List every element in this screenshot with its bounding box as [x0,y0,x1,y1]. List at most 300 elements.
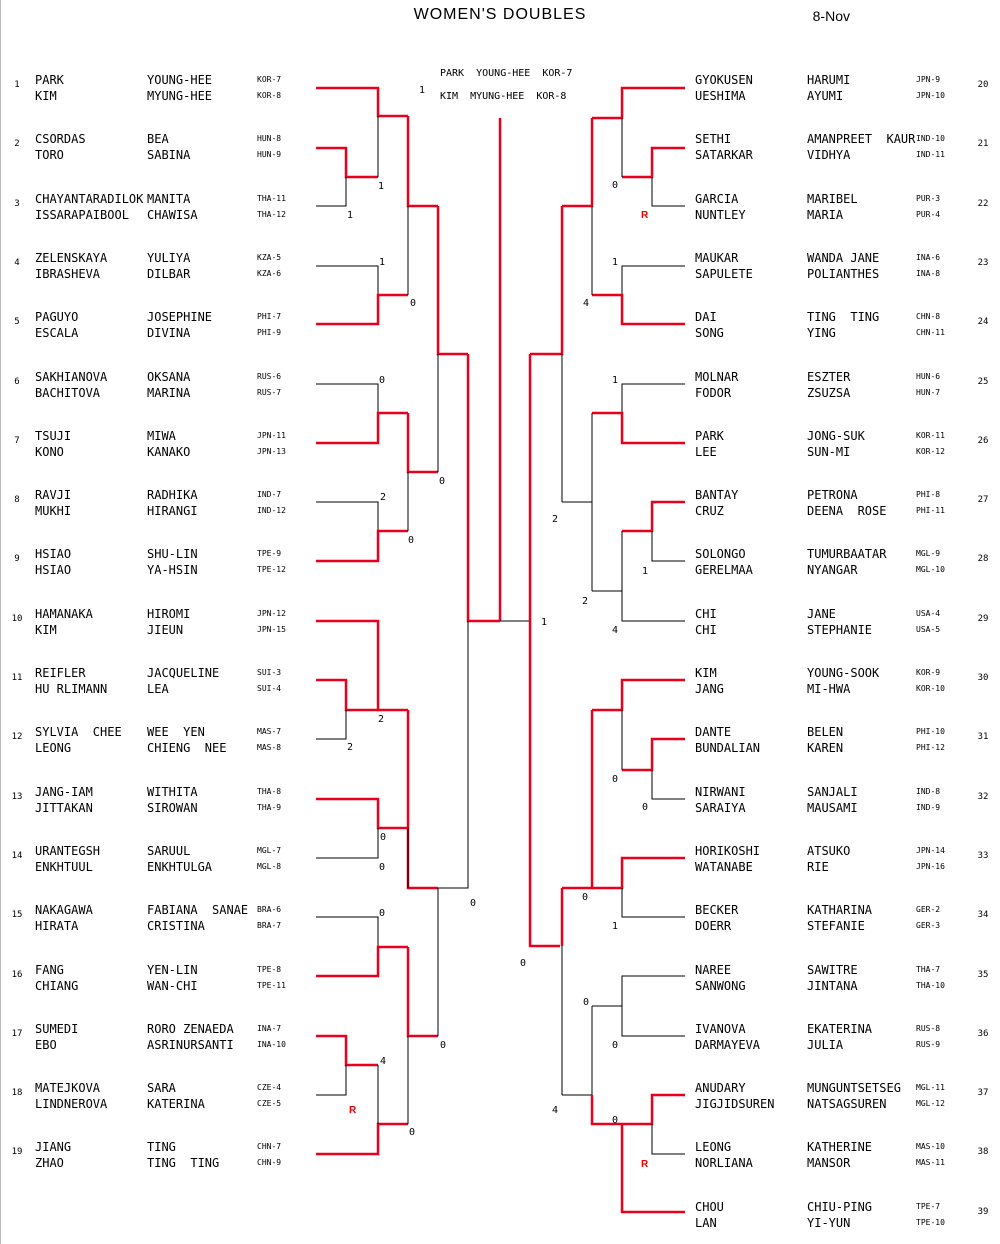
player-given-name: SARA [147,1081,176,1096]
winner-path-line [408,116,438,206]
player-code: PHI-8 [916,490,941,500]
player-given-name: YOUNG-HEE [147,73,213,87]
draw-number: 23 [977,257,989,268]
draw-number: 6 [14,376,20,387]
player-code: CHN-9 [257,1158,282,1168]
winner-path-line [530,206,562,354]
player-code: KZA-6 [257,268,282,278]
player-code: THA-8 [257,786,282,796]
player-code: PHI-7 [257,312,282,322]
winner-path-line [592,88,685,118]
player-given-name: OKSANA [147,369,191,384]
player-code: MAS-10 [916,1142,945,1152]
winner-path-line [438,206,468,354]
draw-number: 38 [977,1147,989,1158]
player-surname: TORO [35,148,64,163]
winner-path-line [316,531,408,561]
draw-number: 33 [977,850,989,861]
draw-number: 10 [11,613,23,624]
winner-path-line [316,413,408,443]
player-surname: FODOR [695,385,732,400]
player-surname: BANTAY [695,488,739,503]
player-surname: LEE [695,444,717,459]
winner-path-line [408,413,438,472]
player-surname: MAUKAR [695,250,739,265]
winner-path-line [316,621,408,710]
draw-number: 30 [977,673,989,683]
player-given-name: JINTANA [807,978,858,993]
player-surname: DOERR [695,919,732,934]
player-surname: KIM [35,622,57,637]
player-code: KZA-5 [257,252,282,262]
player-given-name: WAN-CHI [147,978,198,993]
player-given-name: MYUNG-HEE [147,89,213,103]
player-surname: LAN [695,1215,717,1230]
bracket-line [652,531,685,561]
player-given-name: VIDHYA [807,148,851,163]
player-given-name: AMANPREET KAUR [807,132,916,147]
player-given-name: CRISTINA [147,919,205,934]
player-code: KOR-9 [916,668,941,677]
player-surname: UESHIMA [695,89,746,103]
match-score: 0 [380,832,387,843]
player-surname: BECKER [695,903,739,918]
bracket-line [652,770,685,799]
player-code: IND-7 [257,490,282,500]
player-surname: WATANABE [695,859,753,874]
player-code: RUS-6 [257,371,282,381]
player-surname: SANWONG [695,978,746,993]
match-score: 0 [410,298,417,309]
player-surname: SAKHIANOVA [35,369,108,384]
player-code: THA-9 [257,802,282,812]
player-given-name: PETRONA [807,488,858,503]
player-given-name: MIWA [147,428,176,443]
match-score: 1 [419,85,426,96]
draw-number: 27 [977,495,989,506]
player-code: INA-8 [916,268,941,278]
player-surname: JITTAKAN [35,800,93,815]
match-score: 1 [541,617,548,628]
player-given-name: POLIANTHES [807,266,880,281]
retired-mark: R [641,210,649,221]
player-given-name: WEE YEN [147,725,205,740]
bracket-line [652,177,685,206]
player-surname: MUKHI [35,504,72,519]
match-score: 0 [612,774,619,785]
draw-number: 13 [11,791,23,802]
player-surname: SARAIYA [695,800,746,815]
player-surname: SETHI [695,132,732,147]
draw-number: 34 [977,910,989,921]
player-surname: CHI [695,622,717,637]
draw-number: 24 [977,317,989,328]
player-code: THA-10 [916,980,945,990]
player-surname: MOLNAR [695,369,739,384]
player-given-name: JOSEPHINE [147,310,213,325]
bracket-line [592,384,685,413]
player-code: GER-3 [916,921,941,931]
match-score: 2 [582,596,589,607]
player-given-name: CHIENG NEE [147,741,227,756]
player-code: THA-12 [257,209,286,219]
match-score: 0 [642,802,649,813]
winner-path-line [408,947,438,1036]
winner-path-line [622,1095,685,1124]
winner-path-line [316,295,408,324]
draw-number: 2 [14,139,20,150]
player-code: MGL-12 [916,1099,945,1109]
winner-path-line [316,148,378,177]
match-score: 0 [379,862,386,873]
player-given-name: ENKHTULGA [147,859,213,874]
player-surname: NAREE [695,962,732,977]
player-surname: GYOKUSEN [695,73,753,87]
player-given-name: EKATERINA [807,1021,873,1036]
player-code: JPN-9 [916,75,941,84]
player-given-name: ZSUZSA [807,385,851,400]
player-code: RUS-8 [916,1023,941,1033]
bracket-line [562,1006,592,1095]
player-surname: IVANOVA [695,1021,746,1036]
player-code: TPE-11 [257,980,286,990]
player-code: MGL-11 [916,1083,945,1093]
draw-number: 15 [11,910,23,921]
player-code: JPN-14 [916,845,945,855]
winner-path-line [316,799,408,828]
player-surname: NORLIANA [695,1156,753,1171]
player-surname: KONO [35,444,64,459]
player-code: JPN-10 [916,91,945,100]
player-surname: BUNDALIAN [695,741,761,756]
player-given-name: MARINA [147,385,191,400]
match-score: 1 [378,181,385,192]
player-given-name: WANDA JANE [807,250,880,265]
player-code: KOR-12 [916,446,945,456]
draw-number: 14 [11,850,23,861]
player-surname: SATARKAR [695,148,753,163]
player-surname: IBRASHEVA [35,266,101,281]
player-code: JPN-15 [257,624,286,634]
winner-path-line [316,88,408,116]
match-score: 0 [408,535,415,546]
player-code: IND-12 [257,506,286,516]
player-surname: SUMEDI [35,1021,79,1036]
bracket-line [316,828,378,858]
champion-line-2: KIM MYUNG-HEE KOR-8 [440,91,567,102]
player-given-name: DILBAR [147,266,191,281]
player-code: MAS-8 [257,743,282,753]
player-code: BRA-6 [257,905,282,915]
draw-number: 7 [14,435,20,446]
match-score: 2 [380,492,387,503]
event-date: 8-Nov [812,8,850,24]
player-given-name: FABIANA SANAE [147,903,249,918]
winner-path-line [622,148,685,177]
player-surname: HAMANAKA [35,606,93,621]
player-code: PUR-4 [916,209,941,219]
player-given-name: SABINA [147,148,191,163]
bracket-line [316,384,408,413]
match-score: 4 [612,625,619,636]
player-given-name: DIVINA [147,326,191,341]
player-given-name: STEFANIE [807,919,865,934]
bracket-line [622,1006,685,1036]
player-surname: NUNTLEY [695,207,746,222]
player-code: MAS-7 [257,727,282,737]
player-code: PHI-10 [916,727,945,737]
player-given-name: SARUUL [147,843,191,858]
winner-path-line [562,118,592,206]
match-score: 0 [379,375,386,386]
player-given-name: MANITA [147,191,191,206]
player-surname: ISSARAPAIBOOL [35,207,129,222]
player-surname: HSIAO [35,563,72,578]
player-given-name: RADHIKA [147,488,198,503]
player-surname: JIGJIDSUREN [695,1097,775,1112]
player-code: KOR-8 [257,91,282,100]
player-given-name: ATSUKO [807,843,851,858]
player-code: MGL-9 [916,549,941,559]
player-surname: CHI [695,606,717,621]
bracket-line [562,413,592,502]
player-code: CHN-7 [257,1142,282,1152]
player-given-name: LEA [147,682,169,696]
player-surname: CHAYANTARADILOK [35,191,144,206]
bracket-line [316,177,346,206]
player-code: CZE-4 [257,1083,282,1093]
player-surname: SYLVIA CHEE [35,725,122,740]
bracket-line [622,888,685,917]
player-surname: RAVJI [35,488,72,503]
match-score: 0 [440,1040,447,1051]
player-given-name: HIROMI [147,606,191,621]
player-given-name: HIRANGI [147,504,198,519]
player-code: JPN-12 [257,608,286,618]
player-code: TPE-12 [257,565,286,575]
player-given-name: JACQUELINE [147,666,220,680]
player-code: MAS-11 [916,1158,945,1168]
winner-path-line [316,1036,378,1065]
player-code: JPN-13 [257,446,286,456]
player-given-name: MAUSAMI [807,800,858,815]
match-score: 0 [583,997,590,1008]
player-given-name: JIEUN [147,622,184,637]
player-code: PHI-11 [916,506,945,516]
player-code: RUS-9 [916,1039,941,1049]
player-code: INA-6 [916,252,941,262]
player-surname: REIFLER [35,666,86,680]
player-code: IND-11 [916,150,945,160]
player-code: TPE-7 [916,1201,941,1211]
player-surname: GARCIA [695,191,739,206]
winner-path-line [622,1124,685,1212]
player-code: KOR-10 [916,684,945,693]
draw-number: 17 [11,1028,23,1039]
bracket-line [438,621,468,888]
player-given-name: YI-YUN [807,1215,851,1230]
player-surname: JANG [695,682,724,696]
player-surname: ESCALA [35,326,79,341]
player-code: PHI-9 [257,328,282,338]
player-surname: JANG-IAM [35,784,93,799]
player-given-name: BELEN [807,725,844,740]
player-code: HUN-7 [916,387,941,397]
bracket-line [592,531,622,591]
player-code: CZE-5 [257,1099,282,1109]
winner-path-line [592,858,685,888]
player-code: BRA-7 [257,921,282,931]
match-score: 1 [612,375,619,386]
match-score: 0 [439,476,446,487]
draw-number: 18 [11,1088,23,1099]
match-score: 2 [552,514,559,525]
player-code: PUR-3 [916,193,941,203]
bracket-line [316,502,408,531]
match-score: 0 [612,1040,619,1051]
player-given-name: ASRINURSANTI [147,1037,234,1052]
player-given-name: MARIBEL [807,191,858,206]
bracket-line [316,266,408,295]
player-surname: LEONG [35,741,72,756]
match-score: 0 [409,1127,416,1138]
player-surname: ENKHTUUL [35,859,93,874]
match-score: 0 [612,1115,619,1126]
match-score: 1 [379,257,386,268]
match-score: 4 [552,1105,559,1116]
player-given-name: JULIA [807,1037,844,1052]
draw-number: 4 [14,257,20,268]
winner-path-line [592,295,685,324]
player-surname: KIM [35,89,57,103]
draw-number: 3 [14,198,20,209]
match-score: 0 [470,898,477,909]
winner-path-line [316,1124,408,1154]
match-score: 1 [347,210,354,221]
player-surname: SONG [695,326,724,341]
bracket-line [592,266,685,295]
player-surname: DARMAYEVA [695,1037,761,1052]
player-given-name: YEN-LIN [147,962,198,977]
player-surname: PAGUYO [35,310,79,325]
player-given-name: WITHITA [147,784,198,799]
player-code: TPE-8 [257,964,282,974]
retired-mark: R [641,1159,649,1170]
player-given-name: TUMURBAATAR [807,547,887,562]
draw-number: 37 [977,1088,989,1099]
player-surname: CRUZ [695,504,724,519]
player-given-name: TING TING [807,310,880,325]
match-score: 1 [612,921,619,932]
player-code: IND-10 [916,134,945,144]
winner-path-line [316,947,408,976]
player-code: SUI-4 [257,684,282,693]
winner-path-line [468,354,500,621]
player-given-name: MARIA [807,207,844,222]
bracket-line [500,354,530,621]
draw-number: 12 [11,732,23,743]
player-surname: MATEJKOVA [35,1081,101,1096]
bracket-line [652,1124,685,1154]
winner-path-line [592,413,685,443]
match-score: 0 [582,892,589,903]
player-given-name: STEPHANIE [807,622,873,637]
bracket-line [622,531,685,621]
player-code: TPE-10 [916,1217,945,1227]
draw-number: 21 [977,139,989,150]
player-given-name: YOUNG-SOOK [807,666,880,680]
player-given-name: JONG-SUK [807,428,865,443]
player-code: MGL-7 [257,845,282,855]
page-title: WOMEN'S DOUBLES [413,6,587,23]
draw-number: 28 [977,554,989,565]
draw-number: 16 [11,969,23,980]
player-given-name: MI-HWA [807,682,851,696]
winner-path-line [562,710,592,888]
player-surname: NAKAGAWA [35,903,93,918]
player-surname: LINDNEROVA [35,1097,108,1112]
player-code: RUS-7 [257,387,282,397]
player-code: HUN-9 [257,150,282,160]
winner-path-line [530,354,560,946]
player-code: USA-4 [916,608,941,618]
draw-number: 9 [14,554,20,565]
player-given-name: MUNGUNTSETSEG [807,1081,901,1096]
player-given-name: YULIYA [147,250,191,265]
player-given-name: SHU-LIN [147,547,198,562]
player-surname: JIANG [35,1140,72,1155]
player-surname: FANG [35,962,64,977]
draw-number: 22 [977,198,989,209]
draw-number: 5 [14,317,20,328]
draw-number: 36 [977,1028,989,1039]
player-code: TPE-9 [257,549,282,559]
player-given-name: MANSOR [807,1156,851,1171]
draw-number: 19 [11,1147,23,1158]
draw-number: 31 [977,732,989,743]
player-given-name: KANAKO [147,444,191,459]
player-surname: BACHITOVA [35,385,101,400]
player-given-name: NYANGAR [807,563,858,578]
draw-number: 25 [977,376,989,387]
draw-number: 8 [14,495,20,506]
match-score: 2 [347,742,354,753]
player-given-name: CHAWISA [147,207,198,222]
player-given-name: KATERINA [147,1097,205,1112]
player-surname: ZELENSKAYA [35,250,108,265]
player-code: JPN-11 [257,430,286,440]
match-score: 0 [520,958,527,969]
draw-number: 29 [977,613,989,624]
player-surname: DANTE [695,725,732,740]
player-code: HUN-8 [257,134,282,144]
player-code: INA-10 [257,1039,286,1049]
player-code: MGL-8 [257,861,282,871]
player-surname: GERELMAA [695,563,753,578]
player-surname: KIM [695,666,717,680]
player-given-name: TING [147,1140,176,1155]
draw-number: 11 [11,673,23,683]
player-code: THA-7 [916,964,941,974]
player-given-name: KATHERINE [807,1140,873,1155]
player-surname: HORIKOSHI [695,843,761,858]
match-score: 0 [379,908,386,919]
player-surname: TSUJI [35,428,72,443]
player-given-name: CHIU-PING [807,1199,873,1214]
player-given-name: RORO ZENAEDA [147,1021,234,1036]
player-surname: PARK [35,73,64,87]
player-given-name: SANJALI [807,784,858,799]
